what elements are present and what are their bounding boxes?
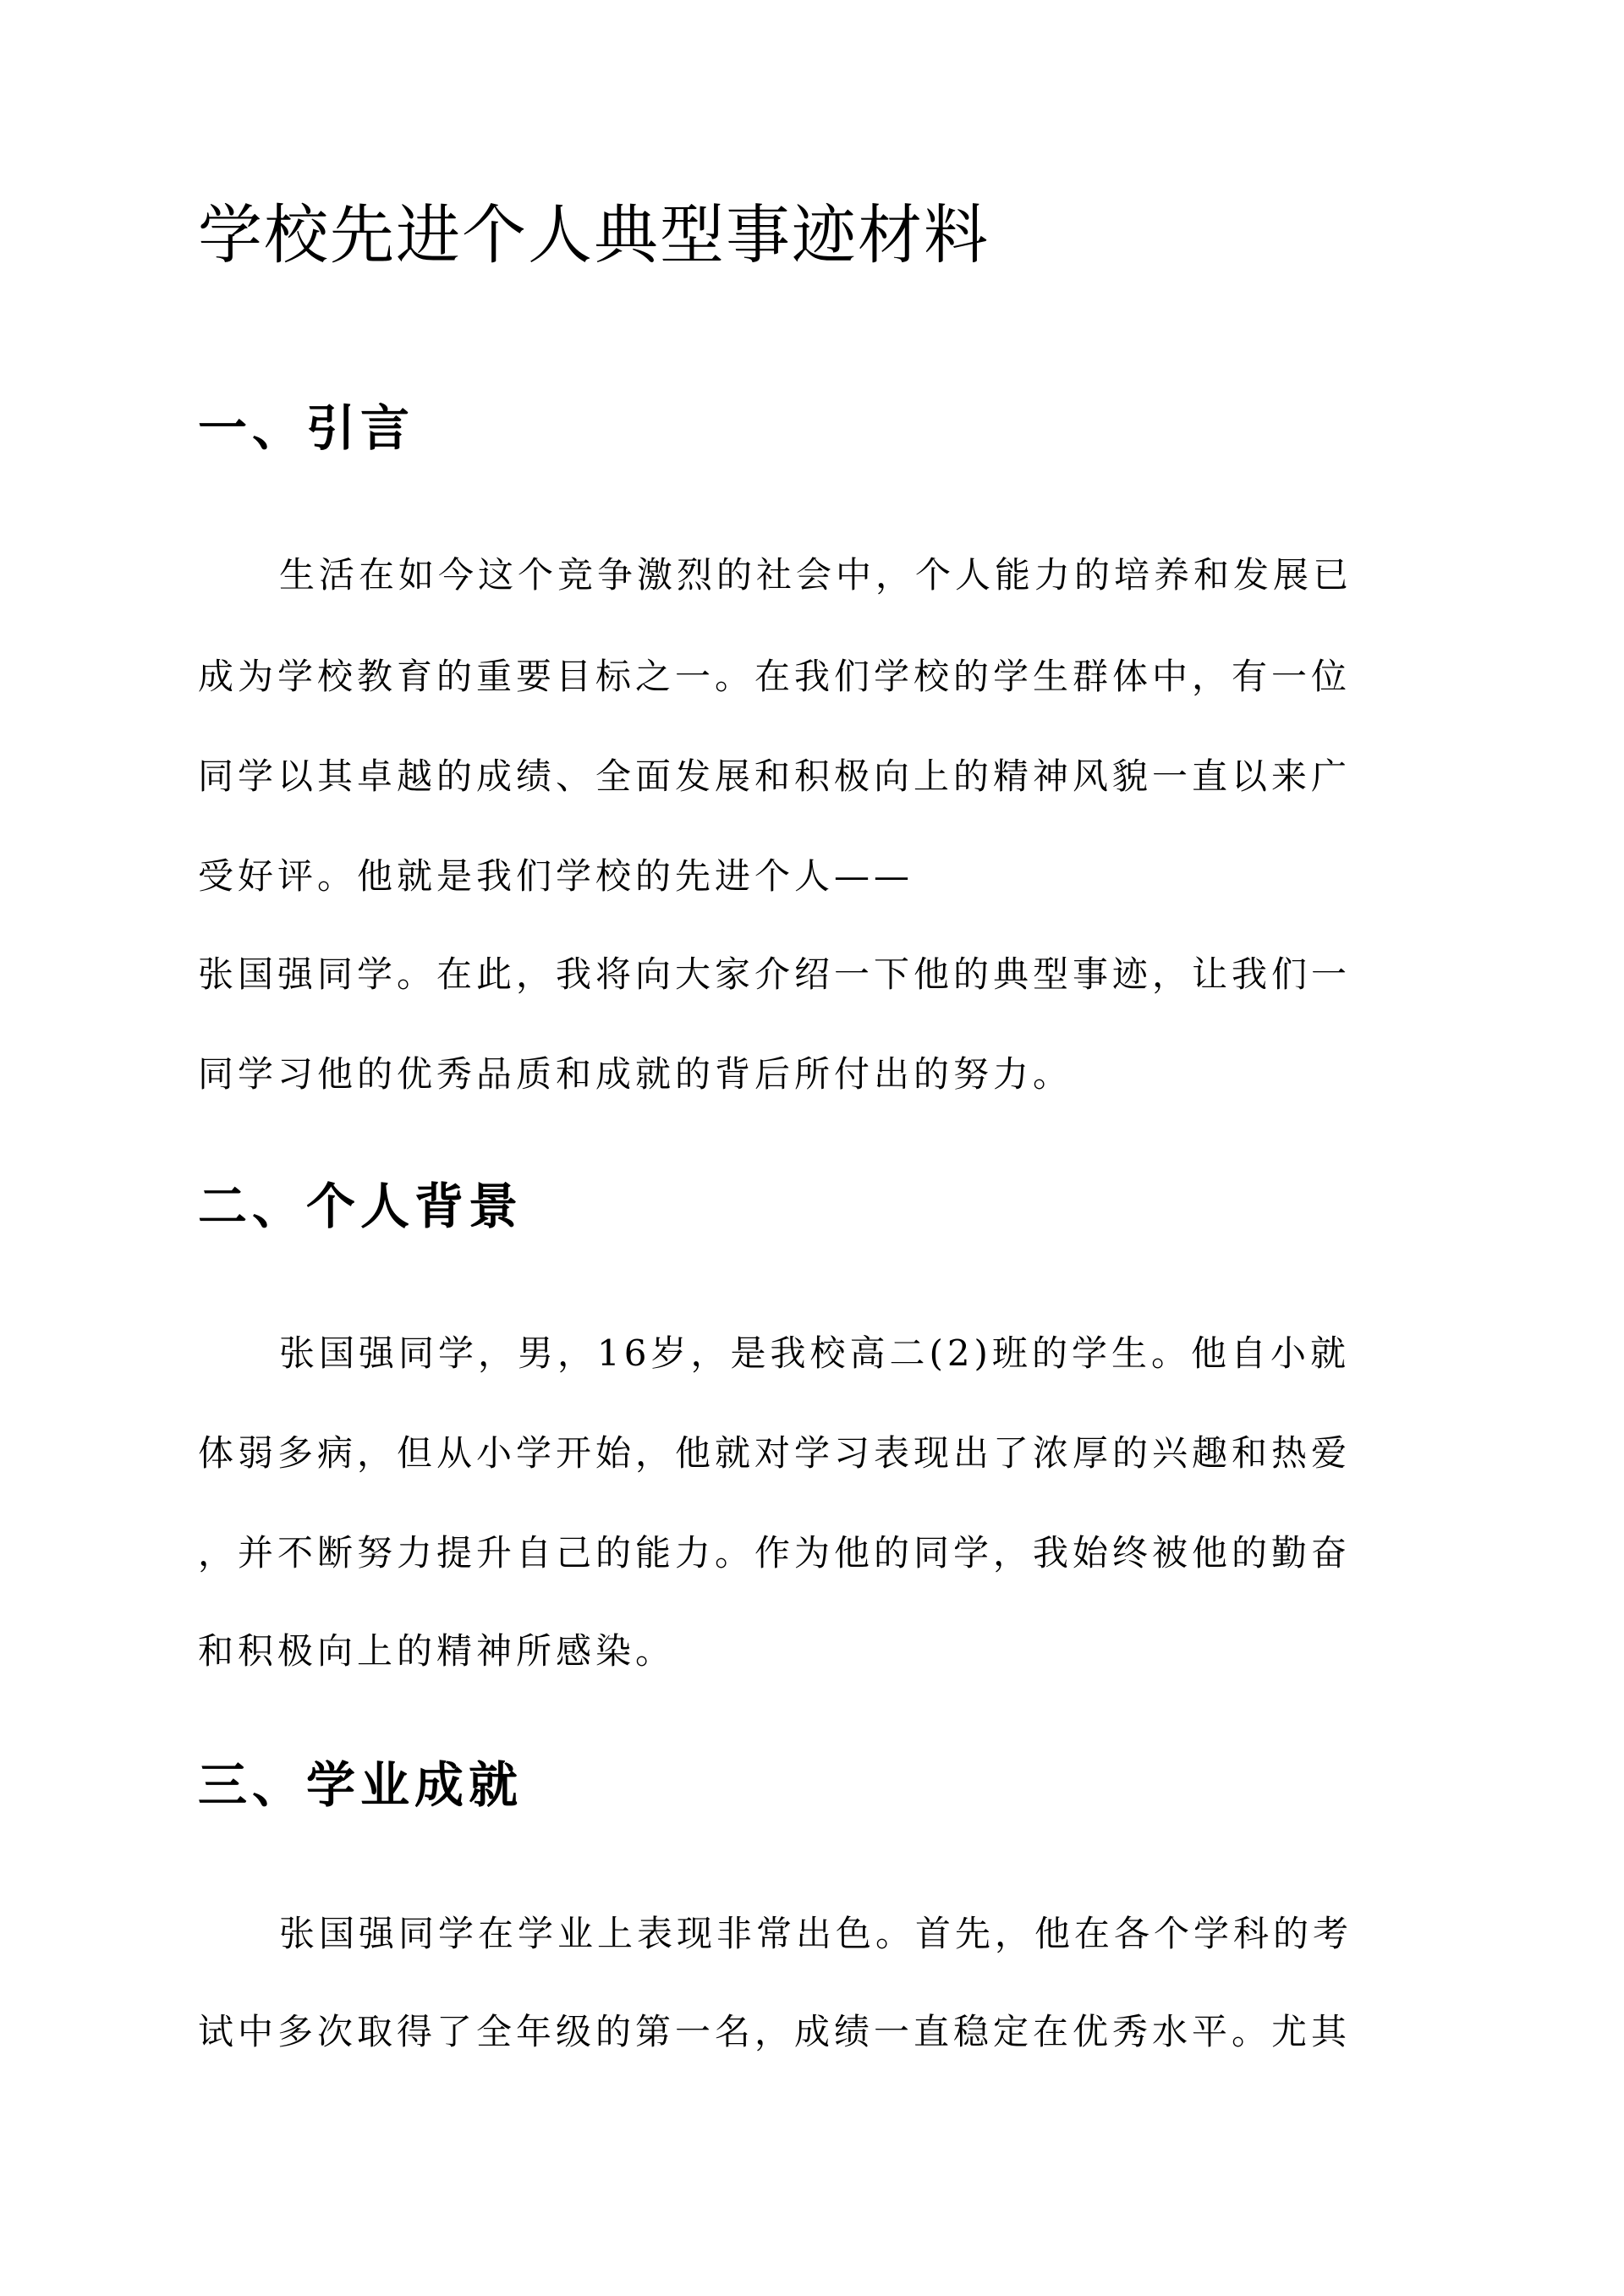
section-heading-background: 二、个人背景 [198,1178,524,1235]
paragraph-line: 体弱多病，但从小学开始，他就对学习表现出了浓厚的兴趣和热爱 [198,1432,1352,1474]
paragraph-line: 同学习他的优秀品质和成就的背后所付出的努力。 [198,1053,1073,1095]
paragraph-line: 同学以其卓越的成绩、全面发展和积极向上的精神风貌一直以来广 [198,755,1352,797]
paragraph-line: 和积极向上的精神所感染。 [198,1630,676,1672]
paragraph-line: 张国强同学。在此，我将向大家介绍一下他的典型事迹，让我们一 [198,953,1352,995]
section-heading-academic: 三、学业成就 [198,1756,524,1814]
document-title: 学校先进个人典型事迹材料 [198,197,990,272]
paragraph-line: ，并不断努力提升自己的能力。作为他的同学，我始终被他的勤奋 [198,1532,1352,1574]
paragraph-line: 成为学校教育的重要目标之一。在我们学校的学生群体中，有一位 [198,656,1352,697]
paragraph-line: 试中多次取得了全年级的第一名，成绩一直稳定在优秀水平。尤其 [198,2011,1352,2052]
paragraph-line: 受好评。他就是我们学校的先进个人—— [198,855,914,897]
paragraph-line: 生活在如今这个竞争激烈的社会中，个人能力的培养和发展已 [279,554,1353,596]
paragraph-line: 张国强同学在学业上表现非常出色。首先，他在各个学科的考 [279,1913,1353,1954]
section-heading-intro: 一、引言 [198,399,415,457]
paragraph-line: 张国强同学，男，16岁，是我校高二(2)班的学生。他自小就 [279,1332,1350,1374]
